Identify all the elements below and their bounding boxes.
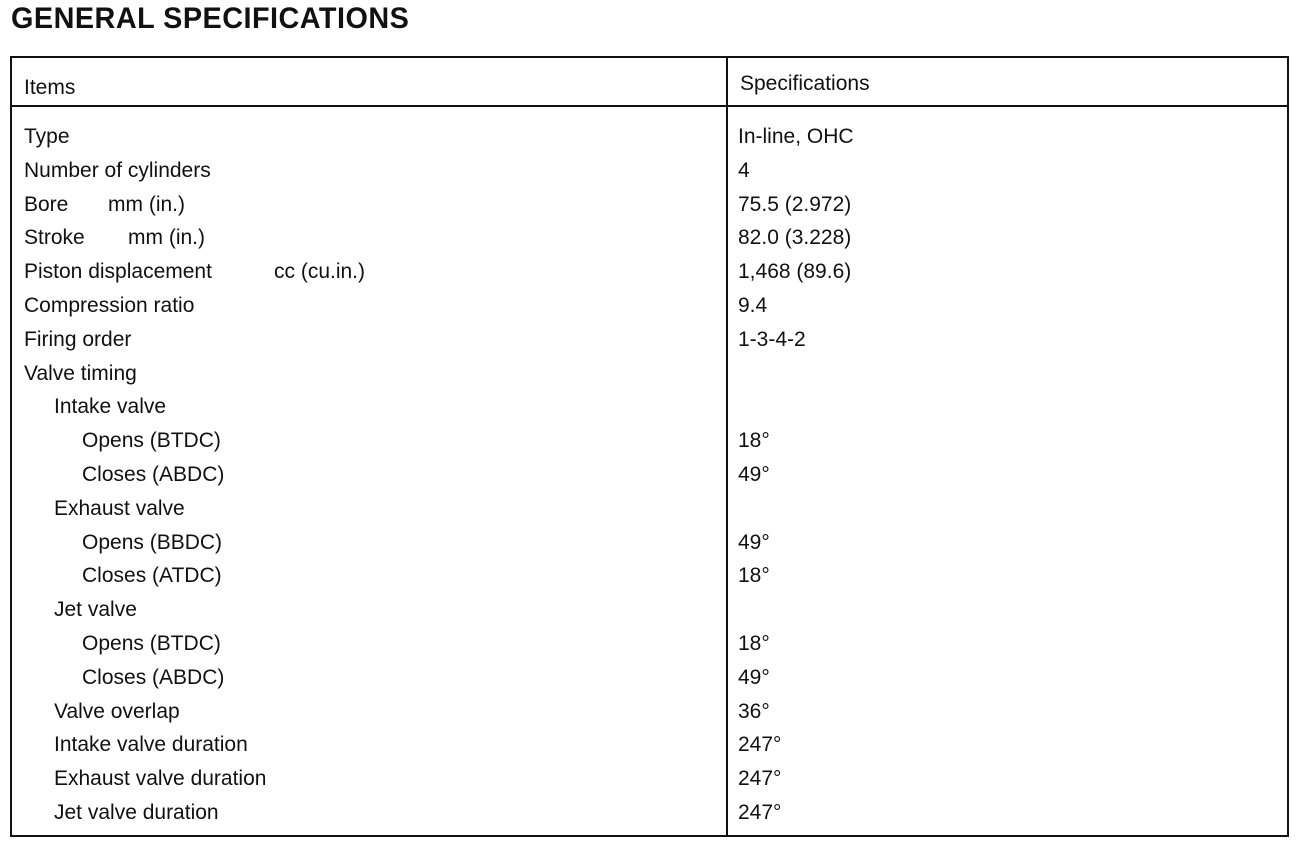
spec-value: 49° [738,463,770,486]
item-label-text: Jet valve duration [54,801,219,824]
item-label [54,593,137,627]
item-label-text: Exhaust valve duration [54,767,267,791]
specifications-table [10,56,1289,837]
spec-value: 18° [738,564,770,588]
table-row [12,762,1287,796]
item-label [54,762,266,796]
table-row [12,255,1287,289]
table-row [12,695,1287,729]
item-label-text: Jet valve [54,598,137,622]
item-label [82,424,221,458]
item-label-text: Opens (BTDC) [82,632,221,655]
table-row [12,357,1287,391]
item-label [54,728,248,762]
table-row [12,221,1287,255]
item-label-text: Intake valve duration [54,733,248,757]
spec-value: 4 [738,158,750,182]
item-label [54,796,219,830]
item-label-text: Type [24,125,70,148]
item-label [24,154,211,188]
item-label-text: Intake valve [54,395,167,419]
table-row [12,492,1287,526]
spec-value: 36° [738,699,770,723]
item-label-text: Exhaust valve [54,496,185,520]
item-label-text: Opens (BTDC) [82,429,221,453]
item-label [24,120,70,154]
item-label [54,695,180,729]
spec-value: 18° [738,632,770,655]
spec-value: 1-3-4-2 [738,327,806,351]
item-label [82,627,221,661]
table-row [12,458,1287,492]
item-label [82,661,224,695]
table-row [12,289,1287,323]
item-label-text: Bore [24,192,69,216]
item-label [24,221,205,255]
item-unit: cc (cu.in.) [274,260,366,284]
item-label [24,255,366,289]
item-label-text: Stroke [24,226,85,250]
specifications-column-header: Specifications [740,72,870,95]
item-label [24,323,131,357]
table-row [12,593,1287,627]
table-row [12,661,1287,695]
table-row [12,188,1287,222]
table-row [12,390,1287,424]
item-label-text: Opens (BBDC) [82,530,223,554]
table-header-row [12,58,1287,107]
item-label-text: Closes (ABDC) [82,665,225,689]
item-label-text: Closes (ATDC) [82,564,222,588]
table-row [12,627,1287,661]
item-label-text: Valve overlap [54,699,180,723]
item-label [54,390,166,424]
spec-value: 9.4 [738,294,768,317]
table-row [12,526,1287,560]
spec-value: 49° [738,665,770,689]
item-label [24,289,194,323]
items-column-header: Items [24,76,76,99]
spec-value: 18° [738,429,770,453]
spec-value: 247° [738,767,782,791]
spec-value: 1,468 (89.6) [738,260,852,284]
item-label [54,492,185,526]
item-label-text: Firing order [24,327,132,351]
item-label-text: Compression ratio [24,294,195,317]
item-label-text: Piston displacement [24,260,212,284]
table-row [12,154,1287,188]
table-row [12,323,1287,357]
item-label [24,188,185,222]
spec-value: 49° [738,530,770,554]
table-row [12,559,1287,593]
item-label-text: Number of cylinders [24,158,211,182]
item-label [82,526,222,560]
spec-value: In-line, OHC [738,125,854,148]
table-row [12,796,1287,830]
table-row [12,424,1287,458]
item-label [82,458,224,492]
spec-value: 247° [738,801,782,824]
item-unit: mm (in.) [108,192,185,216]
table-row [12,120,1287,154]
item-unit: mm (in.) [128,226,205,250]
item-label [82,559,222,593]
page-title: GENERAL SPECIFICATIONS [11,2,410,35]
table-row [12,728,1287,762]
item-label [24,357,137,391]
spec-value: 247° [738,733,782,757]
spec-value: 75.5 (2.972) [738,192,852,216]
spec-value: 82.0 (3.228) [738,226,852,250]
item-label-text: Closes (ABDC) [82,463,225,486]
item-label-text: Valve timing [24,361,137,385]
